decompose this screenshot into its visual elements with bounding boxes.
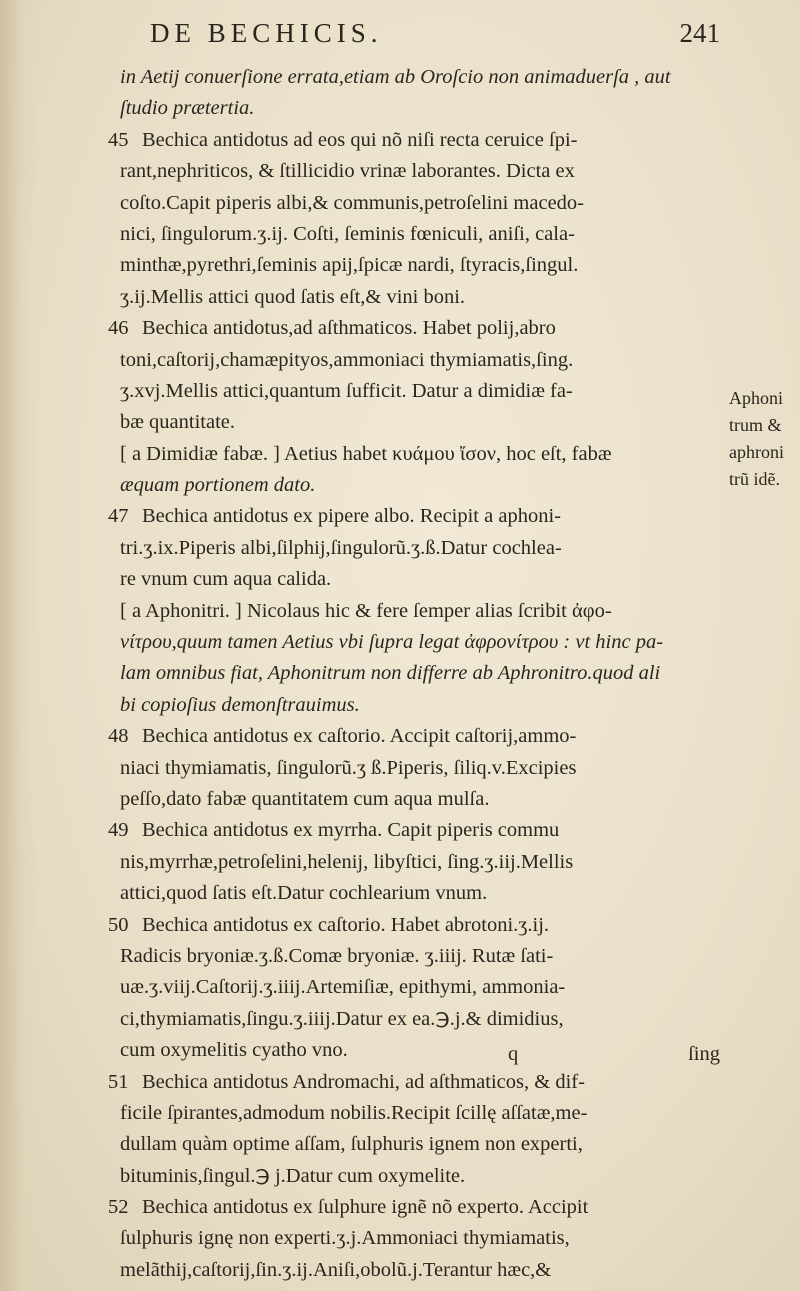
- text-line: [120, 439, 725, 470]
- recipe-number: 52: [108, 1196, 129, 1219]
- line-text: rant,nephriticos, & ſtillicidio vrinæ laborantes. Dicta ex: [120, 160, 575, 183]
- text-line: [120, 407, 725, 438]
- line-text: ʒ.xvj.Mellis attici,quantum ſufficit. Datur a dimidiæ fa-: [120, 379, 573, 402]
- text-line: [120, 62, 725, 93]
- text-line: [120, 470, 725, 501]
- line-text: niaci thymiamatis, ſingulorũ.ʒ ß.Piperis, ſiliq.v.Excipies: [120, 756, 577, 779]
- line-text: bituminis,ſingul.℈ j.Datur cum oxymelite.: [120, 1164, 466, 1187]
- line-text: ficile ſpirantes,admodum nobilis.Recipit ſcillę aſſatæ,me-: [120, 1101, 588, 1124]
- page-header: [150, 18, 720, 52]
- line-text: [ a Dimidiæ fabæ. ] Aetius habet κυάμου ἴσον, hoc eſt, fabæ: [120, 442, 612, 465]
- text-line: [120, 596, 725, 627]
- recipe-number: 50: [108, 913, 129, 936]
- recipe-number: 48: [108, 725, 129, 748]
- recipe-number: 47: [108, 505, 129, 528]
- text-line: [120, 941, 725, 972]
- text-line: [120, 1161, 725, 1192]
- text-line: [120, 847, 725, 878]
- text-line: [120, 533, 725, 564]
- text-line: [120, 1004, 725, 1035]
- margin-note: [729, 385, 799, 493]
- line-text: nici, ſingulorum.ʒ.ij. Coſti, ſeminis fœniculi, aniſi, cala-: [120, 222, 575, 245]
- text-line: [120, 156, 725, 187]
- recipe-number: 51: [108, 1070, 129, 1093]
- line-text: nis,myrrhæ,petroſelini,helenij, libyſtici, ſing.ʒ.iij.Mellis: [120, 850, 574, 873]
- line-text: lam omnibus fiat, Aphonitrum non differre ab Aphronitro.quod ali: [120, 662, 661, 685]
- line-text: [ a Aphonitri. ] Nicolaus hic & fere ſemper alias ſcribit ἀφο-: [120, 599, 612, 622]
- gutter-shadow: [0, 0, 38, 1291]
- catchword: ſing: [688, 1043, 720, 1065]
- line-text: ʒ.ij.Mellis attici quod ſatis eſt,& vini boni.: [120, 285, 466, 308]
- line-text: νίτρου,quum tamen Aetius vbi ſupra legat ἀφρονίτρου : vt hinc pa-: [120, 631, 664, 654]
- text-line: [120, 627, 725, 658]
- text-line: [120, 376, 725, 407]
- line-text: cum oxymelitis cyatho vno.: [120, 1039, 348, 1062]
- text-line: [120, 1129, 725, 1160]
- line-text: toni,caſtorij,chamæpityos,ammoniaci thymiamatis,ſing.: [120, 348, 574, 371]
- margin-note-line: Aphoni: [729, 388, 783, 408]
- margin-note-line: aphroni: [729, 442, 784, 462]
- text-line: [120, 972, 725, 1003]
- signature-mark: q: [508, 1043, 519, 1065]
- text-line: [120, 753, 725, 784]
- text-line: [120, 658, 725, 689]
- line-text: melãthij,caſtorij,ſin.ʒ.ij.Aniſi,obolũ.j.Terantur hæc,&: [120, 1258, 552, 1281]
- line-text: tri.ʒ.ix.Piperis albi,ſilphij,ſingulorũ.ʒ.ß.Datur cochlea-: [120, 536, 562, 559]
- text-line: [108, 910, 725, 941]
- line-text: ſtudio prætertia.: [120, 97, 255, 120]
- text-line: [120, 1098, 725, 1129]
- text-line: [120, 690, 725, 721]
- text-line: [120, 878, 725, 909]
- line-text: Bechica antidotus,ad aſthmaticos. Habet polij,abro: [142, 317, 556, 340]
- line-text: Radicis bryoniæ.ʒ.ß.Comæ bryoniæ. ʒ.iiij. Rutæ ſati-: [120, 944, 554, 967]
- text-line: [120, 250, 725, 281]
- catchline: [500, 1043, 720, 1074]
- recipe-number: 49: [108, 819, 129, 842]
- text-line: [108, 1192, 725, 1223]
- line-text: re vnum cum aqua calida.: [120, 568, 332, 591]
- text-line: [120, 1223, 725, 1254]
- line-text: bi copioſius demonſtrauimus.: [120, 693, 360, 716]
- text-line: [120, 1255, 725, 1286]
- text-line: [120, 784, 725, 815]
- line-text: æquam portionem dato.: [120, 474, 316, 497]
- line-text: uæ.ʒ.viij.Caſtorij.ʒ.iiij.Artemiſiæ, epithymi, ammonia-: [120, 976, 566, 999]
- line-text: Bechica antidotus ex myrrha. Capit piperis commu: [142, 819, 560, 842]
- text-line: [120, 219, 725, 250]
- text-line: [108, 125, 725, 156]
- line-text: Bechica antidotus ad eos qui nõ niſi recta ceruice ſpi-: [142, 128, 578, 151]
- page-number: 241: [679, 18, 720, 48]
- text-line: [120, 188, 725, 219]
- line-text: coſto.Capit piperis albi,& communis,petroſelini macedo-: [120, 191, 584, 214]
- line-text: peſſo,dato fabæ quantitatem cum aqua mulſa.: [120, 787, 490, 810]
- line-text: Bechica antidotus ex pipere albo. Recipit a aphoni-: [142, 505, 561, 528]
- text-line: [108, 313, 725, 344]
- text-line: [120, 345, 725, 376]
- text-line: [108, 501, 725, 532]
- body-text: [108, 62, 725, 1286]
- line-text: attici,quod ſatis eſt.Datur cochlearium vnum.: [120, 882, 488, 905]
- margin-note-line: trum &: [729, 415, 782, 435]
- line-text: in Aetij conuerſione errata,etiam ab Oroſcio non animaduerſa , aut: [120, 66, 671, 88]
- text-line: [120, 564, 725, 595]
- line-text: Bechica antidotus ex caſtorio. Accipit caſtorij,ammo-: [142, 725, 577, 748]
- text-line: [108, 721, 725, 752]
- line-text: minthæ,pyrethri,ſeminis apij,ſpicæ nardi, ſtyracis,ſingul.: [120, 254, 579, 277]
- text-line: [108, 815, 725, 846]
- recipe-number: 45: [108, 128, 129, 151]
- line-text: ci,thymiamatis,ſingu.ʒ.iiij.Datur ex ea.℈.j.& dimidius,: [120, 1007, 564, 1030]
- margin-note-line: trũ idẽ.: [729, 469, 780, 489]
- text-line: [120, 93, 725, 124]
- line-text: bæ quantitate.: [120, 411, 236, 434]
- line-text: Bechica antidotus ex caſtorio. Habet abrotoni.ʒ.ij.: [142, 913, 550, 936]
- line-text: dullam quàm optime aſſam, ſulphuris ignem non experti,: [120, 1133, 583, 1156]
- recipe-number: 46: [108, 317, 129, 340]
- line-text: Bechica antidotus Andromachi, ad aſthmaticos, & dif-: [142, 1070, 585, 1093]
- text-line: [120, 282, 725, 313]
- line-text: ſulphuris ignę non experti.ʒ.j.Ammoniaci thymiamatis,: [120, 1227, 570, 1250]
- line-text: Bechica antidotus ex ſulphure ignẽ nõ experto. Accipit: [142, 1196, 589, 1219]
- running-title: DE BECHICIS.: [150, 18, 383, 48]
